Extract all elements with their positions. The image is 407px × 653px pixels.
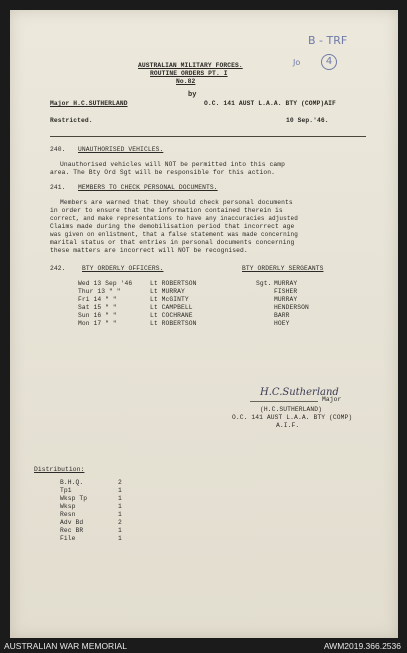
item-240-title: UNAUTHORISED VEHICLES. [78,146,164,153]
archive-footer [0,639,407,653]
roster-officer: Lt CAMPBELL [150,304,193,311]
footer-institution: AUSTRALIAN WAR MEMORIAL [4,641,127,651]
item-241-line-2: in order to ensure that the information contained therein is [50,207,283,214]
orderly-officers-title: BTY ORDERLY OFFICERS. [82,265,164,272]
signature-aif: A.I.F. [276,422,300,429]
item-240-number: 240. [50,146,66,153]
distribution-count: 2 [118,479,122,486]
handwritten-signature: H.C.Sutherland [260,387,339,398]
orderly-sergeants-title: BTY ORDERLY SERGEANTS [242,265,324,272]
roster-officer: Lt MURRAY [150,288,185,295]
distribution-count: 1 [118,535,122,542]
item-240-line-2: area. The Bty Ord Sgt will be responsible for this action. [50,169,275,176]
distribution-recipient: Wksp Tp [60,495,88,502]
item-240-line-1: Unauthorised vehicles will NOT be permitted into this camp [60,161,285,168]
distribution-recipient: Adv Bd [60,519,84,526]
distribution-recipient: B.H.Q. [60,479,84,486]
item-241-line-4: Claims made during the demobilisation period that incorrect age [50,223,295,230]
signature-line [250,401,318,402]
roster-sergeant: HENDERSON [274,304,309,311]
distribution-count: 1 [118,511,122,518]
item-241-title: MEMBERS TO CHECK PERSONAL DOCUMENTS. [78,184,218,191]
roster-day: Sat 15 " " [78,304,117,311]
item-241-line-7: these matters are incorrect will NOT be recognised. [50,247,248,254]
item-241-line-5: was given on enlistment, that a false statement was made concerning [50,231,298,238]
distribution-count: 2 [118,519,122,526]
document-page [10,10,398,638]
roster-officer: Lt ROBERTSON [150,320,197,327]
distribution-recipient: Resn [60,511,76,518]
item-242-number: 242. [50,265,66,272]
pencil-reference: B - TRF [308,34,348,47]
distribution-count: 1 [118,527,122,534]
distribution-title: Distribution: [34,466,85,473]
distribution-recipient: File [60,535,76,542]
header-from: Major H.C.SUTHERLAND [50,100,128,107]
pencil-mark: Jo [293,58,301,67]
header-by: by [188,91,197,99]
roster-day: Wed 13 Sep '46 [78,280,133,287]
header-line-2: ROUTINE ORDERS PT. I [150,70,228,77]
roster-sergeant: FISHER [274,288,298,295]
header-line-1: AUSTRALIAN MILITARY FORCES. [138,62,243,69]
distribution-recipient: Tp1 [60,487,72,494]
roster-sgt-rank: Sgt. [256,280,272,287]
distribution-recipient: Rec BR [60,527,84,534]
roster-day: Thur 13 " " [78,288,121,295]
pencil-circled-number: 4 [321,54,337,70]
roster-day: Fri 14 " " [78,296,117,303]
signature-unit: O.C. 141 AUST L.A.A. BTY (COMP) [232,414,353,421]
order-date: 10 Sep.'46. [286,117,329,124]
distribution-count: 1 [118,495,122,502]
signature-rank: Major [322,396,342,403]
roster-day: Mon 17 " " [78,320,117,327]
roster-sergeant: MURRAY [274,296,298,303]
roster-sergeant: MURRAY [274,280,298,287]
item-241-line-6: marital status or that entries in personal documents concerning [50,239,295,246]
header-order-number: No.82 [176,78,196,85]
signature-name: (H.C.SUTHERLAND) [260,406,323,413]
roster-day: Sun 16 " " [78,312,117,319]
header-to: O.C. 141 AUST L.A.A. BTY (COMP)AIF [204,100,336,107]
roster-sergeant: HOEY [274,320,290,327]
roster-officer: Lt ROBERTSON [150,280,197,287]
roster-officer: Lt COCHRANE [150,312,193,319]
distribution-count: 1 [118,503,122,510]
restricted-label: Restricted. [50,117,93,124]
item-241-line-1: Members are warned that they should check personal documents [60,199,293,206]
roster-officer: Lt McGINTY [150,296,189,303]
header-rule [50,136,366,137]
item-241-number: 241. [50,184,66,191]
distribution-recipient: Wksp [60,503,76,510]
roster-sergeant: BARR [274,312,290,319]
distribution-count: 1 [118,487,122,494]
item-241-line-3: correct, and make representations to have any inaccuracies adjusted [50,215,298,222]
footer-accession-number: AWM2019.366.2536 [323,641,401,651]
